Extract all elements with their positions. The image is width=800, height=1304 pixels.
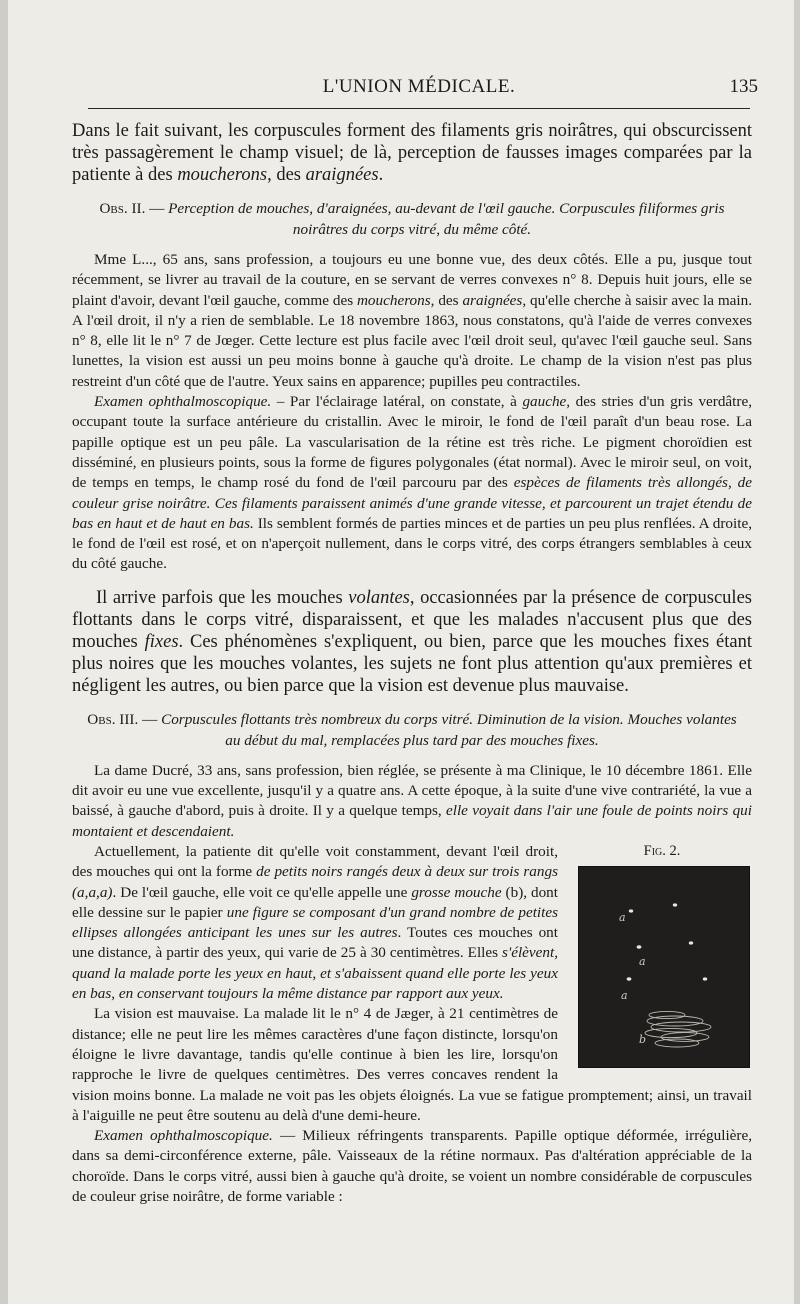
case-2-history: Mme L..., 65 ans, sans profession, a toujours eu une bonne vue, des deux côtés. Elle a pu, jusque tout récemment, se livrer au travail de la couture, en se servant de verres convexes n° 8. Depuis huit jours, elle se plaint d'avoir, devant l'œil gauche, comme des moucherons, des araignées, qu'elle cherche à saisir avec la main. A l'œil droit, il n'y a rien de semblable. Le 18 novembre 1863, nous constatons, qu'à l'aide de verres convexes n° 8, elle lit le n° 7 de Jœger. Cette lecture est plus facile avec l'œil droit seul, qu'avec l'œil gauche seul. Sans lunettes, la vision est aussi un peu moins bonne à gauche qu'à droite. Le champ de la vision n'est pas plus restreint d'un côté que de l'autre. Yeux sains en apparence; pupilles peu contractiles.: [72, 251, 752, 390]
case-3-vision: La vision est mauvaise. La malade lit le n° 4 de Jæger, à 21 centimètres de distance; elle ne peut lire les mêmes caractères d'une façon distincte, lorsqu'on éloigne le livre davantage, tandis qu'elle continue à bien les lire, lorsqu'on rapproche le livre de quelques centimètres. Des verres concaves rendent la vision moins bonne. La malade ne voit pas les objets éloignés. La vue se fatigue promptement; ainsi, un travail à l'aiguille ne peut être soutenu au delà d'une demi-heure.: [72, 1005, 752, 1124]
header-rule: [88, 108, 750, 109]
observation-2-heading: Obs. II. — Perception de mouches, d'araignées, au-devant de l'œil gauche. Corpuscules filiformes gris noirâtres du corps vitré, du même côté.: [99, 200, 725, 238]
figure-2: [572, 842, 752, 1068]
figure-caption: Fig. 2.: [643, 842, 681, 859]
intro-paragraph: Dans le fait suivant, les corpuscules forment des filaments gris noirâtres, qui obscurcissent très passagèrement le champ visuel; de là, perception de fausses images comparées par la patiente à des moucherons, des araignées.: [72, 121, 752, 185]
running-header: [80, 76, 758, 102]
observation-3-heading: Obs. III. — Corpuscules flottants très nombreux du corps vitré. Diminution de la vision. Mouches volantes au début du mal, remplacées plus tard par des mouches fixes.: [87, 710, 737, 749]
case-3-exam: Examen ophthalmoscopique. — Milieux réfringents transparents. Papille optique déformée, irrégulière, dans sa demi-circonférence externe, pâle. Vaisseaux de la rétine normaux. Pas d'altération appréciable de la choroïde. Dans le corps vitré, aussi bien à gauche qu'à droite, se voient un nombre considérable de corpuscules de couleur grise noirâtre, de forme variable :: [72, 1127, 753, 1205]
article-body: [72, 120, 752, 1207]
journal-title: L'UNION MÉDICALE.: [322, 76, 516, 97]
mouches-paragraph: Il arrive parfois que les mouches volantes, occasionnées par la présence de corpuscules flottants dans le corps vitré, disparaissent, et que les malades n'accusent plus que des mouches fixes. Ces phénomènes s'expliquent, ou bien, parce que les mouches fixes étant plus noires que les mouches volantes, les sujets ne font plus attention qu'aux premières et négligent les autres, ou bien parce que la vision est devenue plus mauvaise.: [72, 587, 752, 696]
floaters-drawing: [579, 867, 749, 1067]
label-b: b: [639, 1032, 647, 1046]
label-a1: a: [619, 910, 626, 924]
label-a2: a: [639, 954, 646, 968]
case-3-history: La dame Ducré, 33 ans, sans profession, bien réglée, se présente à ma Clinique, le 10 décembre 1861. Elle dit avoir eu une vue excellente, jusqu'il y a quatre ans. A cette époque, à la suite d'une vive contrariété, la vue a baissé, à gauche d'abord, puis à droite. Il y a quelque temps, elle voyait dans l'air une foule de points noirs qui montaient et descendaient.: [72, 761, 752, 840]
case-2-exam: Examen ophthalmoscopique. – Par l'éclairage latéral, on constate, à gauche, des stries d'un gris verdâtre, occupant toute la surface antérieure du cristallin. Avec le miroir, le fond de l'œil paraît d'un beau rose. La papille optique est un peu pâle. La vascularisation de la rétine est très riche. Le pigment choroïdien est disséminé, en plusieurs points, sous la forme de figures polygonales (état normal). Avec le miroir seul, on voit, de temps en temps, le champ rosé du fond de l'œil parcouru par des espèces de filaments très allongés, de couleur grise noirâtre. Ces filaments paraissent animés d'une grande vitesse, et parcourent un trajet étendu de bas en haut et de haut en bas. Ils semblent formés de parties minces et de parties un peu plus renflées. A droite, le fond de l'œil est rosé, et on n'aperçoit nullement, dans le corps vitré, des corps étrangers semblables à ceux du côté gauche.: [72, 393, 752, 573]
floaters-illustration: [578, 866, 750, 1068]
figure-block: [72, 842, 752, 1207]
case-3-symptoms: Actuellement, la patiente dit qu'elle voit constamment, devant l'œil droit, des mouches qui ont la forme de petits noirs rangés deux à deux sur trois rangs (a,a,a). De l'œil gauche, elle voit ce qu'elle appelle une grosse mouche (b), dont elle dessine sur le papier une figure se composant d'un grand nombre de petites ellipses allongées anticipant les unes sur les autres. Toutes ces mouches ont une distance, à partir des yeux, qui varie de 25 à 30 centimètres. Elles s'élèvent, quand la malade porte les yeux en haut, et s'abaissent quand elle porte les yeux en bas, en conservant toujours la même distance par rapport aux yeux.: [72, 842, 559, 1003]
label-a3: a: [621, 988, 628, 1002]
page-number: 135: [729, 76, 758, 97]
